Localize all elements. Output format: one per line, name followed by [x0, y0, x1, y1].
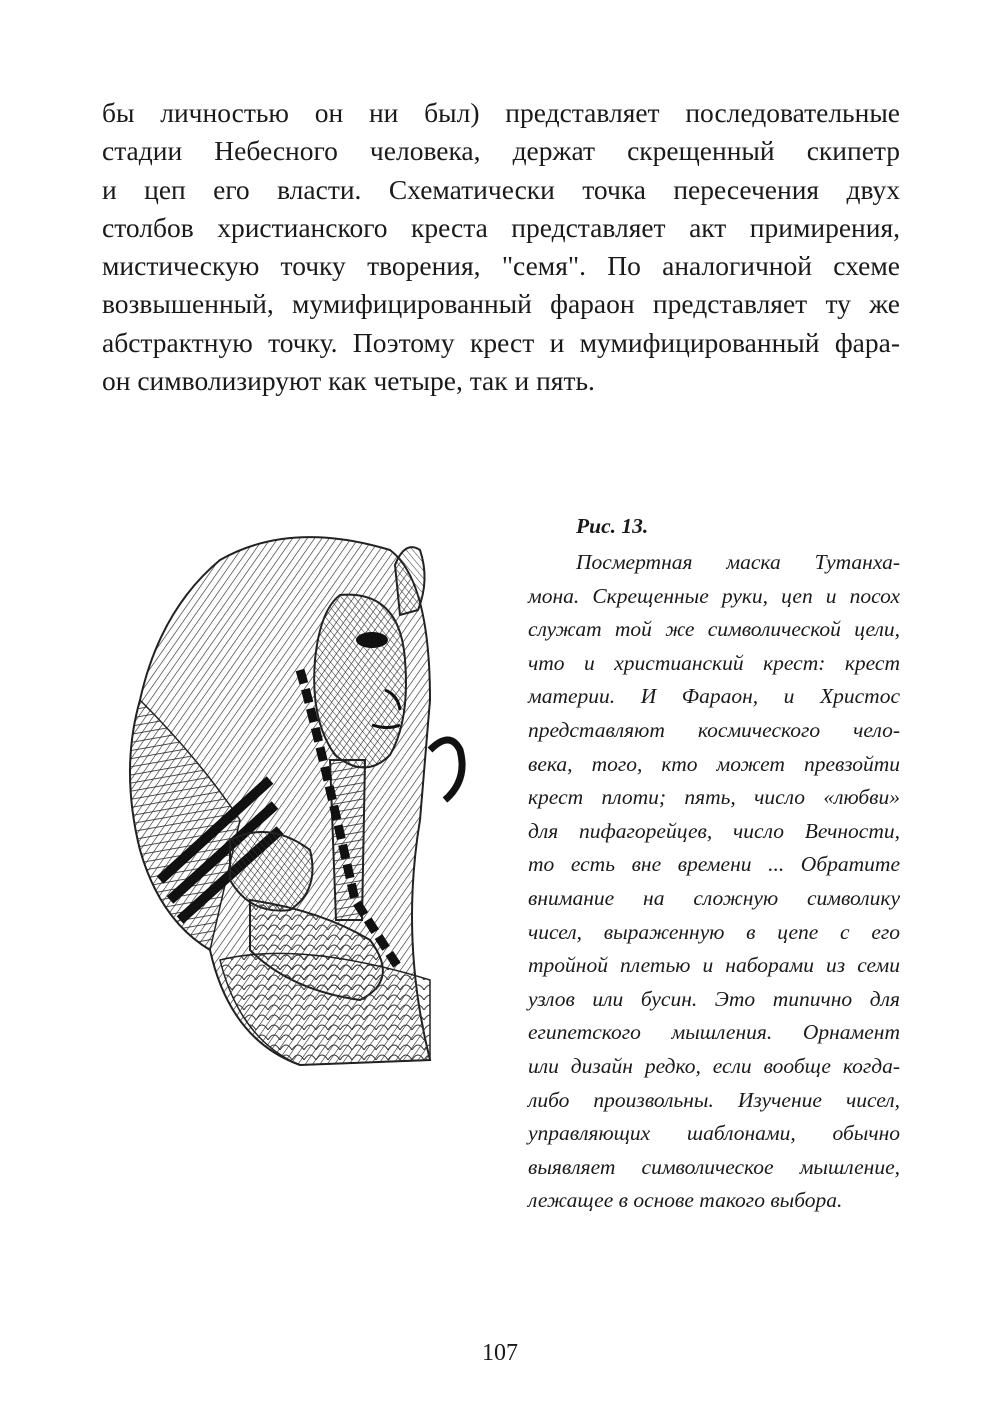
body-line: столбов христианского креста представляет акт примирения, [102, 211, 900, 243]
caption-line: мона. Скрещенные руки, цеп и посох [528, 583, 900, 608]
figure-illustration [100, 520, 475, 1080]
figure-caption [528, 506, 900, 1218]
figure-title: Рис. 13. [576, 514, 649, 538]
caption-line: выявляет символическое мышление, [528, 1154, 900, 1179]
page-number: 107 [482, 1340, 518, 1366]
caption-line: крест плоти; пять, число «любви» [528, 785, 900, 810]
caption-line: для пифагорейцев, число Вечности, [528, 818, 900, 843]
caption-line: служат той же символической цели, [528, 617, 900, 642]
caption-line: Посмертная маска Тутанха- [576, 550, 900, 574]
body-line: и цеп его власти. Схематически точка пересечения двух [102, 173, 900, 205]
caption-line: либо произвольны. Изучение чисел, [528, 1087, 900, 1112]
body-paragraph [102, 94, 900, 400]
body-line: абстрактную точку. Поэтому крест и мумифицированный фара- [102, 326, 900, 358]
caption-line: египетского мышления. Орнамент [528, 1020, 900, 1045]
caption-line: века, того, кто может превзойти [528, 751, 900, 776]
caption-line: материи. И Фараон, и Христос [528, 684, 900, 709]
caption-line: лежащее в основе такого выбора. [528, 1188, 843, 1213]
body-line: стадии Небесного человека, держат скрещенный скипетр [102, 135, 900, 167]
caption-line: узлов или бусин. Это типично для [528, 986, 900, 1011]
caption-line: то есть вне времени ... Обратите [528, 852, 900, 877]
caption-line: представляют космического чело- [528, 717, 900, 742]
caption-line: управляющих шаблонами, обычно [528, 1121, 900, 1146]
caption-line: внимание на сложную символику [528, 885, 900, 910]
caption-line: тройной плетью и наборами из семи [528, 953, 900, 978]
caption-line: что и христианский крест: крест [528, 650, 900, 675]
caption-line: чисел, выраженную в цепе с его [528, 919, 900, 944]
body-line: бы личностью он ни был) представляет последовательные [102, 97, 900, 128]
body-line: он символизируют как четыре, так и пять. [102, 365, 595, 397]
body-line: мистическую точку творения, "семя". По аналогичной схеме [102, 250, 900, 282]
pharaoh-mask-icon [100, 520, 475, 1080]
caption-line: или дизайн редко, если вообще когда- [528, 1053, 900, 1078]
body-line: возвышенный, мумифицированный фараон представляет ту же [102, 288, 900, 320]
